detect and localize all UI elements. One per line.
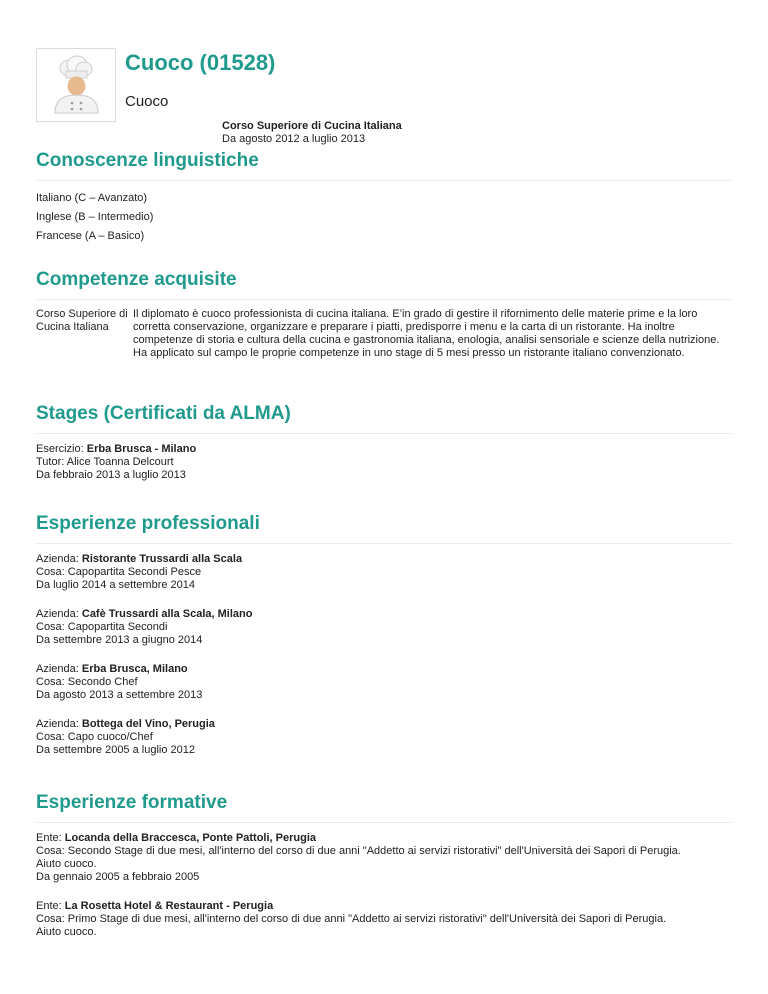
company-label: Azienda:	[36, 608, 79, 620]
competence-description: Il diplomato è cuoco professionista di cucina italiana. E’in grado di gestire il rifornimento delle materie prime e la loro corretta conservazione, organizzare e preparare i piatti, predisporre i menu e la carta di un ristorante. Ha inoltre competenze di storia e cultura della cucina e gastronomia italiana, enologia, analisi sensoriale e scienze della nutrizione. Ha applicato sul campo le proprie competenze in uno stage di 5 mesi presso un ristorante italiano convenzionato.	[133, 308, 720, 359]
avatar	[36, 48, 116, 122]
experience-dates: Da settembre 2013 a giugno 2014	[36, 634, 203, 646]
company-label: Azienda:	[36, 663, 79, 675]
training-dates: Da gennaio 2005 a febbraio 2005	[36, 871, 200, 883]
chef-avatar-icon	[47, 55, 105, 115]
course-dates: Da agosto 2012 a luglio 2013	[222, 133, 366, 145]
company-name: Bottega del Vino, Perugia	[81, 718, 215, 730]
training-description: Cosa: Primo Stage di due mesi, all'interno del corso di due anni "Addetto ai servizi ristorativi" dell'Università dei Sapori di Perugia.	[36, 913, 667, 925]
training-entry	[36, 832, 732, 884]
page-title: Cuoco (01528)	[125, 50, 276, 75]
training-note: Aiuto cuoco.	[36, 926, 97, 938]
company-label: Azienda:	[36, 718, 79, 730]
training-section	[36, 792, 732, 939]
course-title: Corso Superiore di Cucina Italiana	[222, 120, 402, 132]
entity-name: La Rosetta Hotel & Restaurant - Perugia	[64, 900, 274, 912]
experiences-heading: Esperienze professionali	[36, 513, 732, 544]
company-label: Azienda:	[36, 553, 79, 565]
language-item: Francese (A – Basico)	[36, 230, 145, 242]
stages-heading: Stages (Certificati da ALMA)	[36, 403, 732, 434]
experience-dates: Da agosto 2013 a settembre 2013	[36, 689, 203, 701]
course-info	[222, 120, 402, 146]
training-heading: Esperienze formative	[36, 792, 732, 823]
entity-name: Locanda della Braccesca, Ponte Pattoli, Perugia	[64, 832, 317, 844]
experiences-section	[36, 513, 732, 757]
exercise-label: Esercizio:	[36, 443, 84, 455]
training-entry	[36, 900, 732, 939]
training-description: Cosa: Secondo Stage di due mesi, all'interno del corso di due anni "Addetto ai servizi ristorativi" dell'Università dei Sapori di Perugia.	[36, 845, 681, 857]
stage-dates: Da febbraio 2013 a luglio 2013	[36, 469, 186, 481]
experience-dates: Da settembre 2005 a luglio 2012	[36, 744, 195, 756]
experience-dates: Da luglio 2014 a settembre 2014	[36, 579, 195, 591]
competence-label: Corso Superiore di Cucina Italiana	[36, 308, 128, 333]
competences-heading: Competenze acquisite	[36, 269, 732, 300]
entity-label: Ente:	[36, 832, 62, 844]
stages-section	[36, 403, 732, 482]
experience-entry	[36, 663, 732, 702]
languages-section	[36, 150, 732, 246]
training-note: Aiuto cuoco.	[36, 858, 97, 870]
experience-role: Cosa: Secondo Chef	[36, 676, 138, 688]
company-name: Cafè Trussardi alla Scala, Milano	[81, 608, 253, 620]
experience-entry	[36, 608, 732, 647]
language-item: Inglese (B – Intermedio)	[36, 211, 154, 223]
company-name: Erba Brusca, Milano	[81, 663, 188, 675]
company-name: Ristorante Trussardi alla Scala	[81, 553, 243, 565]
experience-role: Cosa: Capopartita Secondi Pesce	[36, 566, 202, 578]
experience-entry	[36, 553, 732, 592]
language-item: Italiano (C – Avanzato)	[36, 192, 148, 204]
experience-entry	[36, 718, 732, 757]
role-subtitle: Cuoco	[125, 93, 169, 110]
languages-heading: Conoscenze linguistiche	[36, 150, 732, 181]
languages-list	[36, 189, 732, 246]
stage-entry	[36, 443, 732, 482]
experience-role: Cosa: Capopartita Secondi	[36, 621, 168, 633]
exercise-name: Erba Brusca - Milano	[86, 443, 197, 455]
competence-row	[36, 308, 732, 360]
competences-section	[36, 269, 732, 360]
stage-tutor: Tutor: Alice Toanna Delcourt	[36, 456, 174, 468]
experience-role: Cosa: Capo cuoco/Chef	[36, 731, 153, 743]
entity-label: Ente:	[36, 900, 62, 912]
